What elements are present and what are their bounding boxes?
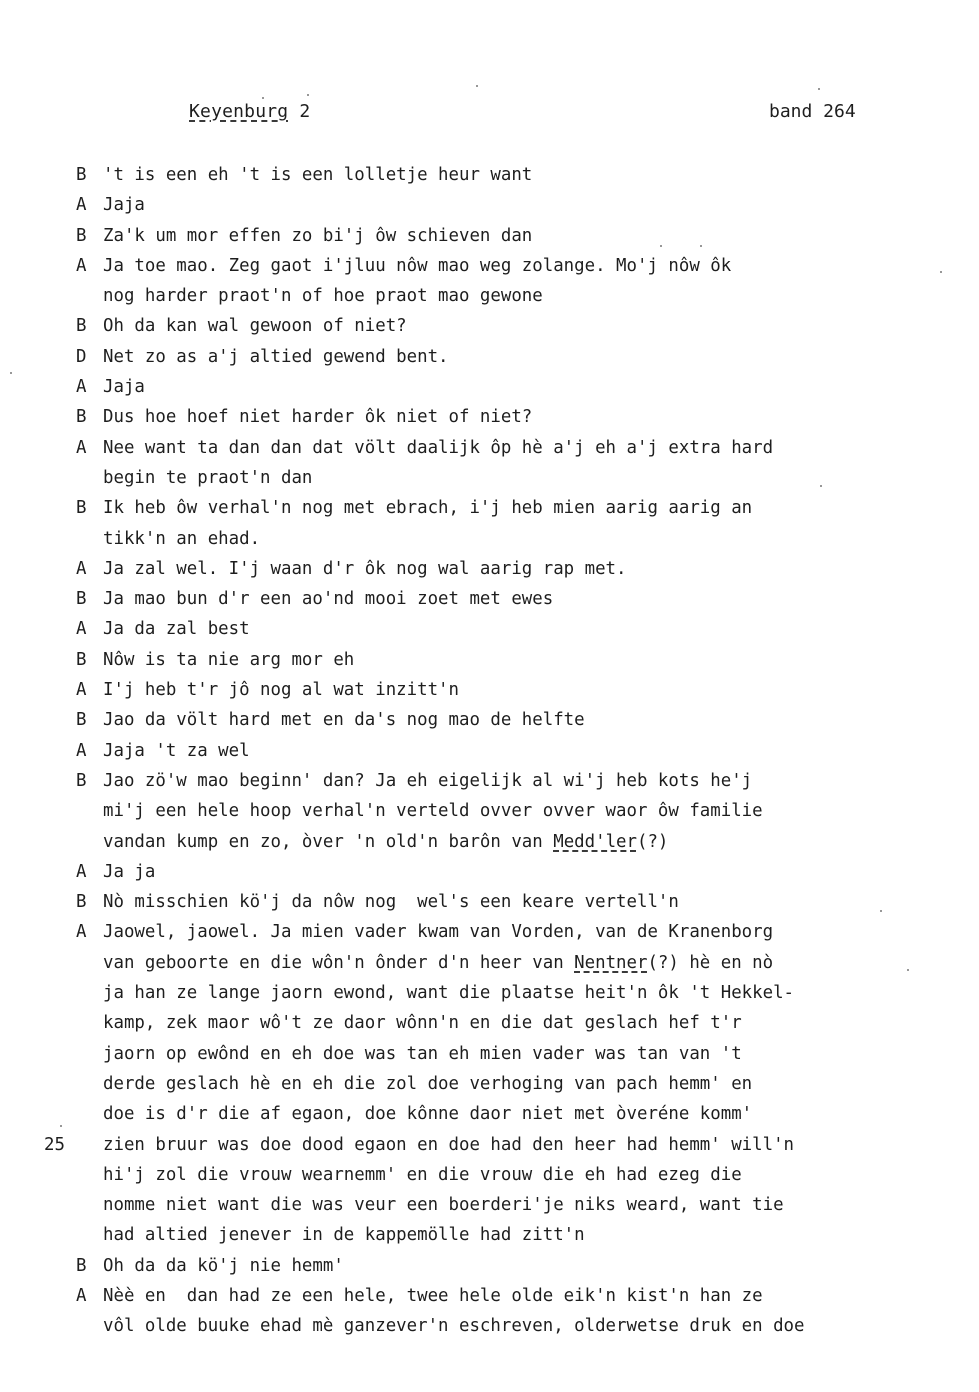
transcript-line — [0, 707, 979, 737]
utterance-main: Oh da da kö'j nie hemm' — [103, 1255, 344, 1276]
utterance-main: Za'k um mor effen zo bi'j ôw schieven dan — [103, 225, 533, 246]
speaker-label: A — [76, 255, 87, 276]
utterance-main: Ik heb ôw verhal'n nog met ebrach, i'j heb mien aarig aarig an — [103, 498, 753, 519]
transcript-line — [0, 556, 979, 586]
utterance-main: tikk'n an ehad. — [103, 528, 261, 549]
utterance-text — [103, 1253, 344, 1279]
transcript-line — [0, 313, 979, 343]
utterance-text — [103, 313, 407, 339]
utterance-text — [103, 889, 679, 915]
transcript-line — [0, 829, 979, 859]
transcript-line — [0, 1010, 979, 1040]
scan-speck — [818, 88, 820, 90]
scan-speck — [307, 94, 309, 96]
utterance-main: Jaja 't za wel — [103, 740, 250, 761]
scan-speck — [907, 969, 909, 971]
speaker-label: B — [76, 1255, 87, 1276]
utterance-main: I'j heb t'r jô nog al wat inzitt'n — [103, 680, 459, 701]
utterance-text — [103, 556, 627, 582]
utterance-text — [103, 738, 250, 764]
uncertain-name: Medd'ler — [553, 831, 637, 852]
utterance-text — [103, 1101, 752, 1127]
utterance-main: doe is d'r die af egaon, doe kônne daor niet met òveréne komm' — [103, 1104, 753, 1125]
scan-speck — [660, 245, 662, 247]
scan-speck — [60, 1125, 62, 1127]
transcript-line — [0, 1222, 979, 1252]
speaker-label: A — [76, 437, 87, 458]
speaker-label: A — [76, 377, 87, 398]
transcript-line — [0, 374, 979, 404]
utterance-tail: (?) hè en nò — [647, 952, 774, 973]
utterance-main: Nee want ta dan dan dat völt daalijk ôp hè a'j eh a'j extra hard — [103, 437, 774, 458]
page-header-title — [189, 101, 310, 122]
transcript-line — [0, 980, 979, 1010]
utterance-main: vôl olde buuke ehad mè ganzever'n eschreven, olderwetse druk en doe — [103, 1316, 805, 1337]
speaker-label: B — [76, 892, 87, 913]
utterance-text — [103, 798, 763, 824]
utterance-text — [103, 1283, 763, 1309]
speaker-label: A — [76, 680, 87, 701]
utterance-main: Net zo as a'j altied gewend bent. — [103, 346, 449, 367]
utterance-text — [103, 647, 354, 673]
utterance-main: Jao da völt hard met en da's nog mao de helfte — [103, 710, 585, 731]
utterance-main: Jaja — [103, 377, 145, 398]
utterance-main: Nôw is ta nie arg mor eh — [103, 649, 355, 670]
utterance-text — [103, 404, 532, 430]
speaker-label: D — [76, 346, 87, 367]
utterance-text — [103, 1071, 752, 1097]
uncertain-name: Nentner — [574, 952, 648, 973]
utterance-main: Nò misschien kö'j da nôw nog wel's een keare vertell'n — [103, 892, 679, 913]
speaker-label: A — [76, 861, 87, 882]
utterance-text — [103, 162, 532, 188]
utterance-text — [103, 435, 773, 461]
utterance-tail: (?) — [636, 831, 669, 852]
speaker-label: B — [76, 316, 87, 337]
utterance-text — [103, 616, 250, 642]
speaker-label: B — [76, 649, 87, 670]
transcript-line — [0, 738, 979, 768]
transcript-line — [0, 283, 979, 313]
utterance-text — [103, 707, 585, 733]
scan-speck — [476, 85, 478, 87]
scan-speck — [262, 97, 264, 99]
transcript-line — [0, 768, 979, 798]
utterance-text — [103, 829, 668, 855]
speaker-label: B — [76, 589, 87, 610]
utterance-main: nog harder praot'n of hoe praot mao gewone — [103, 286, 543, 307]
utterance-text — [103, 374, 145, 400]
utterance-text — [103, 950, 773, 976]
transcript-line — [0, 1101, 979, 1131]
utterance-text — [103, 677, 459, 703]
utterance-text — [103, 1192, 784, 1218]
utterance-main: Jao zö'w mao beginn' dan? Ja eh eigelijk al wi'j heb kots he'j — [103, 770, 753, 791]
utterance-main: Jaja — [103, 195, 145, 216]
transcript-line — [0, 1162, 979, 1192]
utterance-main: mi'j een hele hoop verhal'n verteld ovver ovver waor ôw familie — [103, 801, 763, 822]
utterance-text — [103, 526, 260, 552]
transcript-line — [0, 1283, 979, 1313]
header-band: band 264 — [769, 101, 856, 122]
speaker-label: B — [76, 498, 87, 519]
transcript-line — [0, 859, 979, 889]
utterance-main: vandan kump en zo, òver 'n old'n barôn van — [103, 831, 554, 852]
speaker-label: B — [76, 710, 87, 731]
utterance-main: Nèè en dan had ze een hele, twee hele olde eik'n kist'n han ze — [103, 1285, 763, 1306]
transcript-line — [0, 950, 979, 980]
scan-speck — [880, 910, 882, 912]
transcript-line — [0, 435, 979, 465]
transcript-line — [0, 1071, 979, 1101]
transcript-line — [0, 404, 979, 434]
utterance-main: Jaowel, jaowel. Ja mien vader kwam van Vorden, van de Kranenborg — [103, 922, 774, 943]
utterance-main: Dus hoe hoef niet harder ôk niet of niet? — [103, 407, 533, 428]
utterance-text — [103, 586, 553, 612]
transcript-line — [0, 677, 979, 707]
scan-speck — [10, 372, 12, 374]
transcript-line — [0, 798, 979, 828]
transcript-line — [0, 919, 979, 949]
utterance-main: Ja da zal best — [103, 619, 250, 640]
utterance-main: begin te praot'n dan — [103, 467, 313, 488]
utterance-text — [103, 1041, 742, 1067]
transcript-line — [0, 162, 979, 192]
utterance-main: zien bruur was doe dood egaon en doe had den heer had hemm' will'n — [103, 1134, 795, 1155]
speaker-label: A — [76, 740, 87, 761]
utterance-text — [103, 192, 145, 218]
transcript-line — [0, 253, 979, 283]
utterance-text — [103, 859, 155, 885]
header-title: Keyenburg — [189, 101, 289, 122]
transcript-line — [0, 586, 979, 616]
speaker-label: A — [76, 195, 87, 216]
utterance-text — [103, 344, 449, 370]
utterance-text — [103, 283, 543, 309]
utterance-main: kamp, zek maor wô't ze daor wônn'n en die dat geslach hef t'r — [103, 1013, 742, 1034]
transcript-line — [0, 1313, 979, 1343]
speaker-label: B — [76, 770, 87, 791]
utterance-main: derde geslach hè en eh die zol doe verhoging van pach hemm' en — [103, 1073, 753, 1094]
speaker-label: B — [76, 225, 87, 246]
transcript-line — [0, 465, 979, 495]
speaker-label: A — [76, 619, 87, 640]
utterance-main: van geboorte en die wôn'n ônder d'n heer van — [103, 952, 575, 973]
utterance-text — [103, 1010, 742, 1036]
utterance-main: jaorn op ewônd en eh doe was tan eh mien vader was tan van 't — [103, 1043, 742, 1064]
transcript-line — [0, 889, 979, 919]
transcript-line — [0, 526, 979, 556]
speaker-label: B — [76, 407, 87, 428]
utterance-main: Ja toe mao. Zeg gaot i'jluu nôw mao weg zolange. Mo'j nôw ôk — [103, 255, 732, 276]
transcript-lines — [0, 162, 979, 1344]
utterance-text — [103, 1222, 585, 1248]
utterance-main: nomme niet want die was veur een boerderi'je niks weard, want tie — [103, 1195, 784, 1216]
transcript-line — [0, 647, 979, 677]
transcript-line — [0, 223, 979, 253]
utterance-main: had altied jenever in de kappemölle had zitt'n — [103, 1225, 585, 1246]
scan-speck — [940, 271, 942, 273]
speaker-label: A — [76, 922, 87, 943]
margin-line-number: 25 — [44, 1134, 65, 1155]
utterance-main: Ja mao bun d'r een ao'nd mooi zoet met ewes — [103, 589, 554, 610]
utterance-text — [103, 1132, 794, 1158]
transcript-line — [0, 1192, 979, 1222]
transcript-line — [0, 1253, 979, 1283]
utterance-main: Ja ja — [103, 861, 156, 882]
utterance-text — [103, 253, 731, 279]
utterance-main: Ja zal wel. I'j waan d'r ôk nog wal aarig rap met. — [103, 558, 627, 579]
header-number: 2 — [299, 101, 311, 122]
transcript-line — [0, 1132, 979, 1162]
utterance-main: 't is een eh 't is een lolletje heur want — [103, 165, 533, 185]
utterance-main: Oh da kan wal gewoon of niet? — [103, 316, 407, 337]
utterance-main: hi'j zol die vrouw wearnemm' en die vrouw die eh had ezeg die — [103, 1164, 742, 1185]
utterance-text — [103, 495, 752, 521]
speaker-label: A — [76, 1285, 87, 1306]
transcript-line — [0, 495, 979, 525]
speaker-label: B — [76, 165, 87, 185]
utterance-text — [103, 1313, 805, 1339]
scan-speck — [700, 245, 702, 247]
utterance-text — [103, 223, 532, 249]
utterance-text — [103, 1162, 742, 1188]
utterance-text — [103, 919, 773, 945]
transcript-line — [0, 1041, 979, 1071]
transcript-line — [0, 344, 979, 374]
transcript-line — [0, 192, 979, 222]
transcript-line — [0, 616, 979, 646]
utterance-text — [103, 768, 752, 794]
utterance-main: ja han ze lange jaorn ewond, want die plaatse heit'n ôk 't Hekkel- — [103, 983, 795, 1004]
scan-speck — [820, 485, 822, 487]
utterance-text — [103, 980, 794, 1006]
speaker-label: A — [76, 558, 87, 579]
utterance-text — [103, 465, 312, 491]
